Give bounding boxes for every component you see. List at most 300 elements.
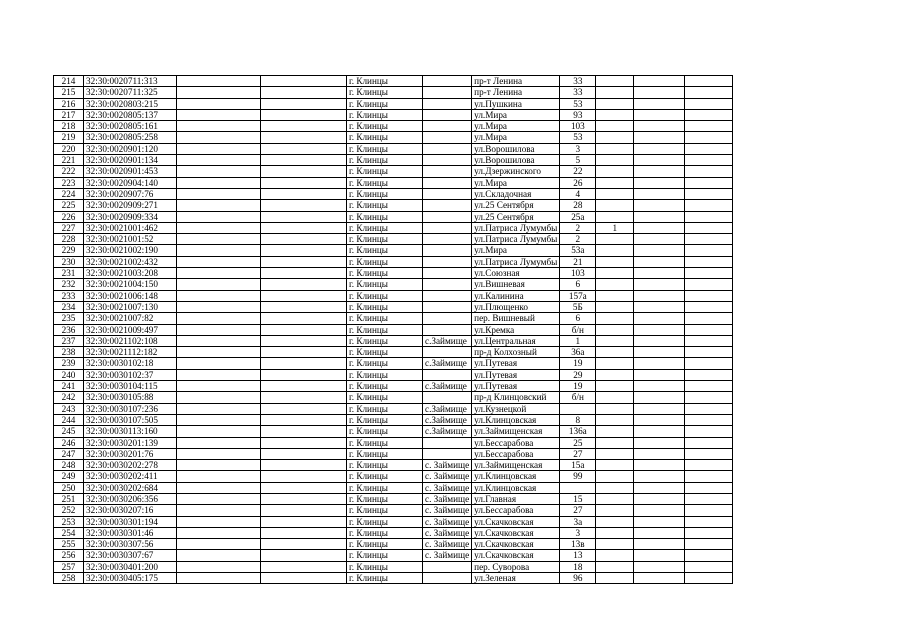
settlement-cell: с.Займище: [423, 358, 472, 369]
city-cell: г. Клинцы: [347, 460, 423, 471]
empty-cell: [177, 87, 261, 98]
extra-cell: [596, 76, 634, 87]
empty-cell: [685, 358, 733, 369]
empty-cell: [177, 109, 261, 120]
empty-cell: [685, 414, 733, 425]
cadastral-number-cell: 32:30:0030201:139: [84, 437, 177, 448]
settlement-cell: с. Займище: [423, 516, 472, 527]
cadastral-number-cell: 32:30:0030113:160: [84, 426, 177, 437]
house-number-cell: 28: [560, 200, 596, 211]
empty-cell: [261, 109, 347, 120]
street-cell: ул.Мира: [472, 245, 560, 256]
city-cell: г. Клинцы: [347, 98, 423, 109]
settlement-cell: с.Займище: [423, 414, 472, 425]
empty-cell: [685, 234, 733, 245]
table-row: [54, 381, 733, 392]
house-number-cell: 33: [560, 87, 596, 98]
empty-cell: [177, 516, 261, 527]
empty-cell: [177, 76, 261, 87]
house-number-cell: 99: [560, 471, 596, 482]
empty-cell: [685, 313, 733, 324]
cadastral-number-cell: 32:30:0030105:88: [84, 392, 177, 403]
cadastral-number-cell: 32:30:0020909:334: [84, 211, 177, 222]
empty-cell: [685, 561, 733, 572]
city-cell: г. Клинцы: [347, 222, 423, 233]
empty-cell: [177, 482, 261, 493]
empty-cell: [685, 347, 733, 358]
empty-cell: [261, 414, 347, 425]
table-row: [54, 471, 733, 482]
empty-cell: [634, 335, 685, 346]
row-number-cell: 230: [54, 256, 84, 267]
empty-cell: [261, 211, 347, 222]
empty-cell: [634, 324, 685, 335]
row-number-cell: 237: [54, 335, 84, 346]
settlement-cell: с.Займище: [423, 426, 472, 437]
house-number-cell: 8: [560, 414, 596, 425]
table-row: [54, 166, 733, 177]
empty-cell: [177, 335, 261, 346]
empty-cell: [261, 561, 347, 572]
extra-cell: [596, 313, 634, 324]
empty-cell: [177, 381, 261, 392]
cadastral-number-cell: 32:30:0020901:120: [84, 143, 177, 154]
cadastral-number-cell: 32:30:0021004:150: [84, 279, 177, 290]
table-row: [54, 268, 733, 279]
settlement-cell: [423, 324, 472, 335]
extra-cell: [596, 527, 634, 538]
house-number-cell: 26: [560, 177, 596, 188]
empty-cell: [685, 392, 733, 403]
empty-cell: [634, 279, 685, 290]
table-row: [54, 301, 733, 312]
city-cell: г. Клинцы: [347, 188, 423, 199]
settlement-cell: [423, 132, 472, 143]
empty-cell: [685, 76, 733, 87]
empty-cell: [634, 200, 685, 211]
street-cell: ул.Займищенская: [472, 426, 560, 437]
settlement-cell: [423, 222, 472, 233]
extra-cell: [596, 448, 634, 459]
row-number-cell: 228: [54, 234, 84, 245]
table-row: [54, 313, 733, 324]
settlement-cell: с. Займище: [423, 493, 472, 504]
empty-cell: [634, 414, 685, 425]
street-cell: ул.Мира: [472, 121, 560, 132]
empty-cell: [685, 493, 733, 504]
empty-cell: [177, 561, 261, 572]
city-cell: г. Клинцы: [347, 392, 423, 403]
empty-cell: [634, 256, 685, 267]
settlement-cell: [423, 87, 472, 98]
city-cell: г. Клинцы: [347, 155, 423, 166]
cadastral-number-cell: 32:30:0020805:258: [84, 132, 177, 143]
empty-cell: [685, 505, 733, 516]
street-cell: ул.Союзная: [472, 268, 560, 279]
row-number-cell: 222: [54, 166, 84, 177]
cadastral-number-cell: 32:30:0020904:140: [84, 177, 177, 188]
empty-cell: [177, 505, 261, 516]
house-number-cell: 4: [560, 188, 596, 199]
street-cell: ул.25 Сентября: [472, 211, 560, 222]
street-cell: ул.Клинцовская: [472, 414, 560, 425]
extra-cell: [596, 471, 634, 482]
extra-cell: [596, 403, 634, 414]
empty-cell: [261, 268, 347, 279]
cadastral-number-cell: 32:30:0030102:37: [84, 369, 177, 380]
table-row: [54, 132, 733, 143]
street-cell: ул.Патриса Лумумбы: [472, 222, 560, 233]
extra-cell: [596, 234, 634, 245]
row-number-cell: 233: [54, 290, 84, 301]
empty-cell: [634, 539, 685, 550]
empty-cell: [261, 76, 347, 87]
table-row: [54, 76, 733, 87]
empty-cell: [634, 313, 685, 324]
house-number-cell: 13: [560, 550, 596, 561]
settlement-cell: [423, 256, 472, 267]
empty-cell: [634, 222, 685, 233]
table-row: [54, 155, 733, 166]
house-number-cell: 21: [560, 256, 596, 267]
table-row: [54, 177, 733, 188]
extra-cell: [596, 279, 634, 290]
table-row: [54, 460, 733, 471]
empty-cell: [685, 211, 733, 222]
empty-cell: [261, 188, 347, 199]
empty-cell: [685, 87, 733, 98]
empty-cell: [261, 132, 347, 143]
extra-cell: [596, 561, 634, 572]
empty-cell: [261, 324, 347, 335]
empty-cell: [634, 358, 685, 369]
city-cell: г. Клинцы: [347, 516, 423, 527]
empty-cell: [634, 392, 685, 403]
street-cell: пр-т Ленина: [472, 76, 560, 87]
empty-cell: [685, 222, 733, 233]
empty-cell: [261, 550, 347, 561]
city-cell: г. Клинцы: [347, 256, 423, 267]
empty-cell: [261, 369, 347, 380]
cadastral-number-cell: 32:30:0020901:453: [84, 166, 177, 177]
row-number-cell: 249: [54, 471, 84, 482]
cadastral-number-cell: 32:30:0021001:52: [84, 234, 177, 245]
city-cell: г. Клинцы: [347, 166, 423, 177]
table-row: [54, 109, 733, 120]
empty-cell: [261, 279, 347, 290]
settlement-cell: с. Займище: [423, 482, 472, 493]
row-number-cell: 235: [54, 313, 84, 324]
street-cell: ул.Вишневая: [472, 279, 560, 290]
empty-cell: [634, 87, 685, 98]
row-number-cell: 251: [54, 493, 84, 504]
row-number-cell: 217: [54, 109, 84, 120]
empty-cell: [261, 448, 347, 459]
empty-cell: [177, 166, 261, 177]
cadastral-number-cell: 32:30:0021112:182: [84, 347, 177, 358]
empty-cell: [634, 550, 685, 561]
extra-cell: [596, 268, 634, 279]
city-cell: г. Клинцы: [347, 493, 423, 504]
city-cell: г. Клинцы: [347, 109, 423, 120]
cadastral-number-cell: 32:30:0020907:76: [84, 188, 177, 199]
row-number-cell: 244: [54, 414, 84, 425]
row-number-cell: 240: [54, 369, 84, 380]
settlement-cell: [423, 109, 472, 120]
street-cell: ул.Ворошилова: [472, 143, 560, 154]
house-number-cell: 6: [560, 279, 596, 290]
empty-cell: [685, 188, 733, 199]
cadastral-number-cell: 32:30:0030401:200: [84, 561, 177, 572]
empty-cell: [685, 177, 733, 188]
row-number-cell: 241: [54, 381, 84, 392]
empty-cell: [261, 573, 347, 584]
table-row: [54, 335, 733, 346]
street-cell: ул.25 Сентября: [472, 200, 560, 211]
extra-cell: [596, 121, 634, 132]
city-cell: г. Клинцы: [347, 268, 423, 279]
empty-cell: [261, 87, 347, 98]
house-number-cell: 27: [560, 448, 596, 459]
empty-cell: [685, 98, 733, 109]
street-cell: ул.Плющенко: [472, 301, 560, 312]
house-number-cell: 6: [560, 313, 596, 324]
house-number-cell: 157а: [560, 290, 596, 301]
city-cell: г. Клинцы: [347, 561, 423, 572]
row-number-cell: 250: [54, 482, 84, 493]
empty-cell: [177, 471, 261, 482]
house-number-cell: [560, 403, 596, 414]
house-number-cell: 1: [560, 335, 596, 346]
empty-cell: [261, 200, 347, 211]
cadastral-number-cell: 32:30:0020711:325: [84, 87, 177, 98]
extra-cell: [596, 539, 634, 550]
empty-cell: [634, 109, 685, 120]
empty-cell: [177, 98, 261, 109]
row-number-cell: 226: [54, 211, 84, 222]
house-number-cell: 3: [560, 527, 596, 538]
house-number-cell: 53: [560, 132, 596, 143]
extra-cell: [596, 358, 634, 369]
house-number-cell: 25а: [560, 211, 596, 222]
cadastral-number-cell: 32:30:0020909:271: [84, 200, 177, 211]
cadastral-number-cell: 32:30:0020805:161: [84, 121, 177, 132]
house-number-cell: 3а: [560, 516, 596, 527]
empty-cell: [685, 550, 733, 561]
empty-cell: [261, 222, 347, 233]
extra-cell: [596, 245, 634, 256]
settlement-cell: [423, 369, 472, 380]
empty-cell: [685, 132, 733, 143]
table-row: [54, 290, 733, 301]
empty-cell: [634, 493, 685, 504]
settlement-cell: [423, 561, 472, 572]
empty-cell: [261, 335, 347, 346]
empty-cell: [261, 143, 347, 154]
cadastral-number-cell: 32:30:0030206:356: [84, 493, 177, 504]
city-cell: г. Клинцы: [347, 505, 423, 516]
extra-cell: [596, 324, 634, 335]
settlement-cell: [423, 155, 472, 166]
table-row: [54, 437, 733, 448]
settlement-cell: [423, 392, 472, 403]
settlement-cell: [423, 234, 472, 245]
extra-cell: [596, 256, 634, 267]
street-cell: ул.Ворошилова: [472, 155, 560, 166]
house-number-cell: 96: [560, 573, 596, 584]
extra-cell: [596, 188, 634, 199]
empty-cell: [634, 369, 685, 380]
city-cell: г. Клинцы: [347, 335, 423, 346]
empty-cell: [685, 279, 733, 290]
street-cell: ул.Дзержинского: [472, 166, 560, 177]
row-number-cell: 248: [54, 460, 84, 471]
settlement-cell: [423, 211, 472, 222]
extra-cell: [596, 426, 634, 437]
extra-cell: [596, 143, 634, 154]
street-cell: ул.Займищенская: [472, 460, 560, 471]
cadastral-number-cell: 32:30:0030102:18: [84, 358, 177, 369]
street-cell: ул.Патриса Лумумбы: [472, 234, 560, 245]
settlement-cell: [423, 200, 472, 211]
extra-cell: [596, 132, 634, 143]
empty-cell: [261, 98, 347, 109]
cadastral-number-cell: 32:30:0030107:505: [84, 414, 177, 425]
street-cell: ул.Клинцовская: [472, 471, 560, 482]
row-number-cell: 236: [54, 324, 84, 335]
row-number-cell: 239: [54, 358, 84, 369]
empty-cell: [177, 256, 261, 267]
cadastral-number-cell: 32:30:0021007:82: [84, 313, 177, 324]
row-number-cell: 245: [54, 426, 84, 437]
extra-cell: [596, 414, 634, 425]
empty-cell: [261, 482, 347, 493]
settlement-cell: [423, 290, 472, 301]
table-row: [54, 279, 733, 290]
street-cell: ул.Бессарабова: [472, 505, 560, 516]
house-number-cell: 22: [560, 166, 596, 177]
empty-cell: [177, 211, 261, 222]
empty-cell: [685, 539, 733, 550]
empty-cell: [177, 573, 261, 584]
house-number-cell: 15а: [560, 460, 596, 471]
empty-cell: [261, 493, 347, 504]
extra-cell: [596, 290, 634, 301]
table-row: [54, 200, 733, 211]
extra-cell: [596, 155, 634, 166]
empty-cell: [177, 324, 261, 335]
city-cell: г. Клинцы: [347, 369, 423, 380]
table-row: [54, 234, 733, 245]
cadastral-number-cell: 32:30:0030201:76: [84, 448, 177, 459]
table-row: [54, 392, 733, 403]
empty-cell: [634, 155, 685, 166]
city-cell: г. Клинцы: [347, 301, 423, 312]
street-cell: ул.Зеленая: [472, 573, 560, 584]
city-cell: г. Клинцы: [347, 290, 423, 301]
table-row: [54, 211, 733, 222]
city-cell: г. Клинцы: [347, 482, 423, 493]
extra-cell: [596, 335, 634, 346]
empty-cell: [177, 200, 261, 211]
empty-cell: [261, 505, 347, 516]
empty-cell: [634, 211, 685, 222]
city-cell: г. Клинцы: [347, 245, 423, 256]
house-number-cell: 136а: [560, 426, 596, 437]
extra-cell: [596, 392, 634, 403]
empty-cell: [261, 460, 347, 471]
empty-cell: [685, 335, 733, 346]
empty-cell: [685, 437, 733, 448]
street-cell: ул.Путевая: [472, 358, 560, 369]
empty-cell: [177, 245, 261, 256]
house-number-cell: 19: [560, 358, 596, 369]
settlement-cell: [423, 313, 472, 324]
row-number-cell: 234: [54, 301, 84, 312]
table-row: [54, 347, 733, 358]
table-row: [54, 358, 733, 369]
empty-cell: [261, 301, 347, 312]
empty-cell: [634, 426, 685, 437]
house-number-cell: 93: [560, 109, 596, 120]
row-number-cell: 214: [54, 76, 84, 87]
row-number-cell: 232: [54, 279, 84, 290]
city-cell: г. Клинцы: [347, 381, 423, 392]
empty-cell: [177, 426, 261, 437]
city-cell: г. Клинцы: [347, 426, 423, 437]
empty-cell: [177, 132, 261, 143]
street-cell: ул.Путевая: [472, 381, 560, 392]
empty-cell: [177, 290, 261, 301]
empty-cell: [177, 268, 261, 279]
table-row: [54, 121, 733, 132]
street-cell: ул.Скачковская: [472, 516, 560, 527]
cadastral-number-cell: 32:30:0020803:215: [84, 98, 177, 109]
table-row: [54, 369, 733, 380]
city-cell: г. Клинцы: [347, 211, 423, 222]
table-row: [54, 256, 733, 267]
cadastral-number-cell: 32:30:0020711:313: [84, 76, 177, 87]
city-cell: г. Клинцы: [347, 200, 423, 211]
empty-cell: [177, 347, 261, 358]
empty-cell: [261, 471, 347, 482]
empty-cell: [177, 527, 261, 538]
city-cell: г. Клинцы: [347, 414, 423, 425]
table-row: [54, 87, 733, 98]
empty-cell: [177, 234, 261, 245]
settlement-cell: [423, 301, 472, 312]
empty-cell: [634, 132, 685, 143]
row-number-cell: 225: [54, 200, 84, 211]
empty-cell: [685, 448, 733, 459]
empty-cell: [634, 527, 685, 538]
row-number-cell: 219: [54, 132, 84, 143]
cadastral-number-cell: 32:30:0030104:115: [84, 381, 177, 392]
empty-cell: [634, 143, 685, 154]
cadastral-number-cell: 32:30:0030107:236: [84, 403, 177, 414]
empty-cell: [634, 516, 685, 527]
empty-cell: [634, 98, 685, 109]
extra-cell: [596, 381, 634, 392]
empty-cell: [261, 527, 347, 538]
empty-cell: [634, 482, 685, 493]
street-cell: пер. Вишневый: [472, 313, 560, 324]
row-number-cell: 227: [54, 222, 84, 233]
empty-cell: [177, 369, 261, 380]
extra-cell: [596, 347, 634, 358]
empty-cell: [261, 403, 347, 414]
empty-cell: [685, 369, 733, 380]
